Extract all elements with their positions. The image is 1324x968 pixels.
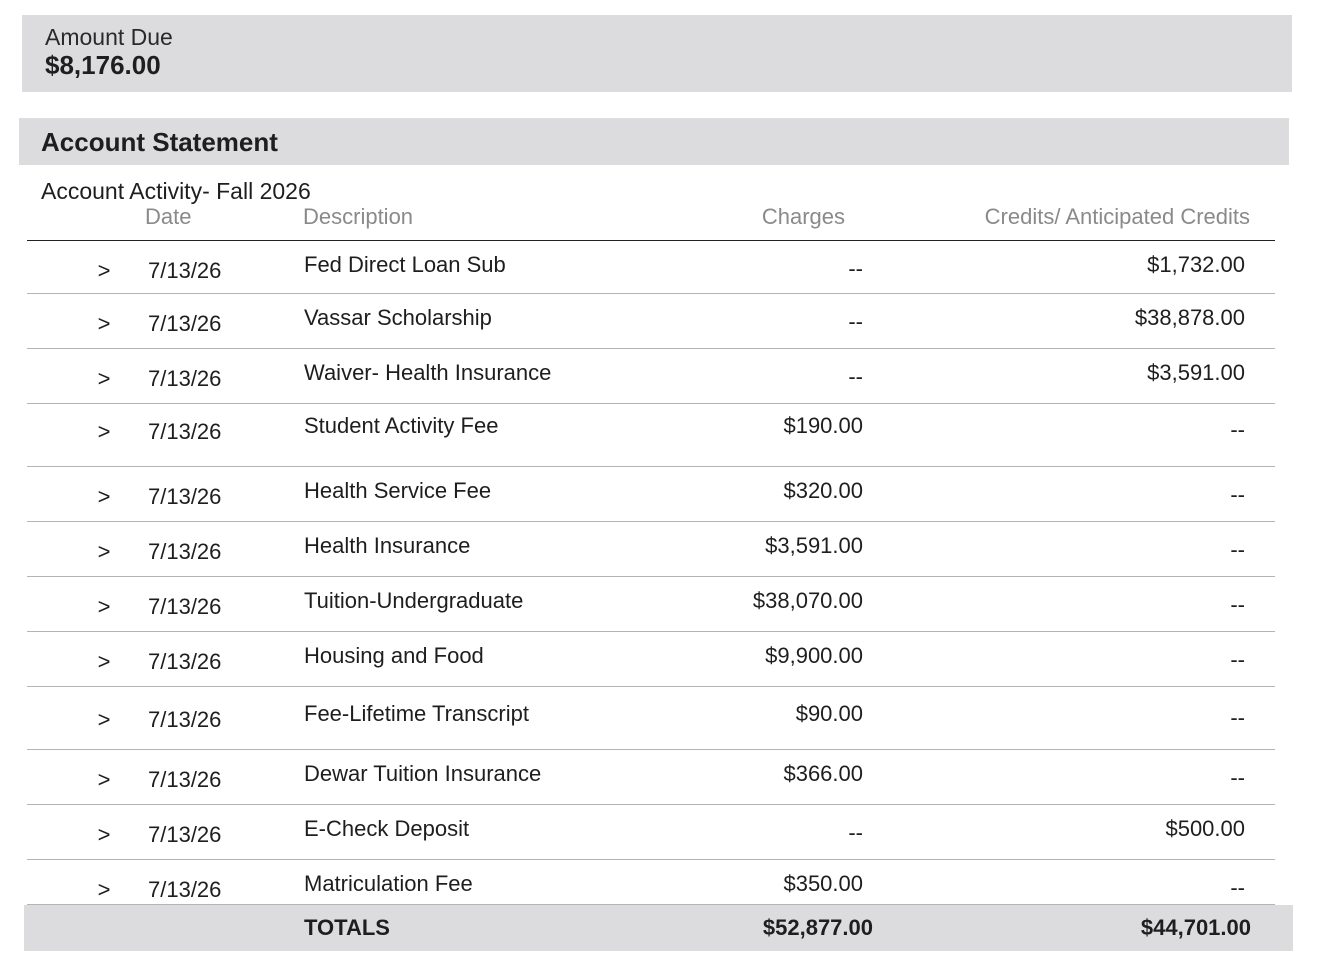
row-charges: $320.00 [783, 478, 863, 503]
expand-row-chevron-icon[interactable]: > [97, 484, 111, 509]
row-date: 7/13/26 [148, 419, 222, 444]
row-date: 7/13/26 [148, 594, 222, 619]
row-description: Vassar Scholarship [304, 305, 492, 330]
row-date: 7/13/26 [148, 822, 222, 847]
expand-row-chevron-icon[interactable]: > [97, 311, 111, 336]
row-charges: -- [848, 364, 863, 389]
row-date: 7/13/26 [148, 258, 222, 283]
column-header-description: Description [303, 204, 414, 229]
table-row[interactable] [27, 749, 1275, 805]
expand-row-chevron-icon[interactable]: > [97, 822, 111, 847]
account-statement-title: Account Statement [41, 127, 278, 157]
account-activity-title: Account Activity- Fall 2026 [41, 178, 311, 204]
row-description: Fed Direct Loan Sub [304, 252, 506, 277]
totals-credits: $44,701.00 [1140, 915, 1251, 940]
column-header-date: Date [145, 204, 192, 229]
row-description: Health Insurance [304, 533, 471, 558]
row-credits: -- [1230, 647, 1245, 672]
row-credits: -- [1230, 537, 1245, 562]
expand-row-chevron-icon[interactable]: > [97, 539, 111, 564]
account-statement-header [19, 118, 1289, 165]
expand-row-chevron-icon[interactable]: > [97, 707, 111, 732]
row-date: 7/13/26 [148, 539, 222, 564]
table-row[interactable] [27, 521, 1275, 577]
row-description: Waiver- Health Insurance [304, 360, 552, 385]
row-description: Health Service Fee [304, 478, 492, 503]
table-row[interactable] [27, 348, 1275, 404]
row-charges: $190.00 [783, 413, 863, 438]
table-row[interactable] [27, 576, 1275, 632]
row-date: 7/13/26 [148, 707, 222, 732]
expand-row-chevron-icon[interactable]: > [97, 767, 111, 792]
expand-row-chevron-icon[interactable]: > [97, 258, 111, 283]
row-charges: $38,070.00 [752, 588, 863, 613]
row-date: 7/13/26 [148, 877, 222, 902]
totals-charges: $52,877.00 [762, 915, 873, 940]
expand-row-chevron-icon[interactable]: > [97, 649, 111, 674]
row-charges: -- [848, 309, 863, 334]
row-date: 7/13/26 [148, 366, 222, 391]
column-header-credits: Credits/ Anticipated Credits [984, 204, 1250, 229]
expand-row-chevron-icon[interactable]: > [97, 366, 111, 391]
row-credits: $1,732.00 [1147, 252, 1245, 277]
row-description: E-Check Deposit [304, 816, 470, 841]
row-charges: $90.00 [795, 701, 863, 726]
table-row[interactable] [27, 293, 1275, 349]
row-credits: $38,878.00 [1134, 305, 1245, 330]
table-row[interactable] [27, 631, 1275, 687]
row-charges: -- [848, 256, 863, 281]
row-charges: -- [848, 820, 863, 845]
totals-label: TOTALS [304, 915, 390, 940]
amount-due-label: Amount Due [45, 24, 173, 50]
row-charges: $3,591.00 [765, 533, 863, 558]
row-description: Dewar Tuition Insurance [304, 761, 542, 786]
row-date: 7/13/26 [148, 311, 222, 336]
amount-due-value: $8,176.00 [45, 50, 161, 80]
row-credits: -- [1230, 417, 1245, 442]
table-row[interactable] [27, 686, 1275, 750]
row-charges: $350.00 [783, 871, 863, 896]
table-row[interactable] [27, 403, 1275, 467]
row-credits: $500.00 [1165, 816, 1245, 841]
row-credits: -- [1230, 592, 1245, 617]
row-credits: -- [1230, 875, 1245, 900]
row-date: 7/13/26 [148, 767, 222, 792]
row-credits: -- [1230, 765, 1245, 790]
amount-due-panel [22, 15, 1292, 92]
row-charges: $366.00 [783, 761, 863, 786]
expand-row-chevron-icon[interactable]: > [97, 594, 111, 619]
row-description: Fee-Lifetime Transcript [304, 701, 529, 726]
row-credits: $3,591.00 [1147, 360, 1245, 385]
table-row[interactable] [27, 804, 1275, 860]
row-date: 7/13/26 [148, 484, 222, 509]
row-description: Matriculation Fee [304, 871, 473, 896]
totals-row [24, 905, 1293, 951]
row-date: 7/13/26 [148, 649, 222, 674]
row-description: Tuition-Undergraduate [304, 588, 524, 613]
row-credits: -- [1230, 705, 1245, 730]
row-charges: $9,900.00 [765, 643, 863, 668]
column-header-charges: Charges [761, 204, 845, 229]
table-row[interactable] [27, 859, 1275, 905]
row-description: Student Activity Fee [304, 413, 499, 438]
expand-row-chevron-icon[interactable]: > [97, 419, 111, 444]
row-description: Housing and Food [304, 643, 484, 668]
table-row[interactable] [27, 241, 1275, 294]
table-row[interactable] [27, 466, 1275, 522]
row-credits: -- [1230, 482, 1245, 507]
expand-row-chevron-icon[interactable]: > [97, 877, 111, 902]
